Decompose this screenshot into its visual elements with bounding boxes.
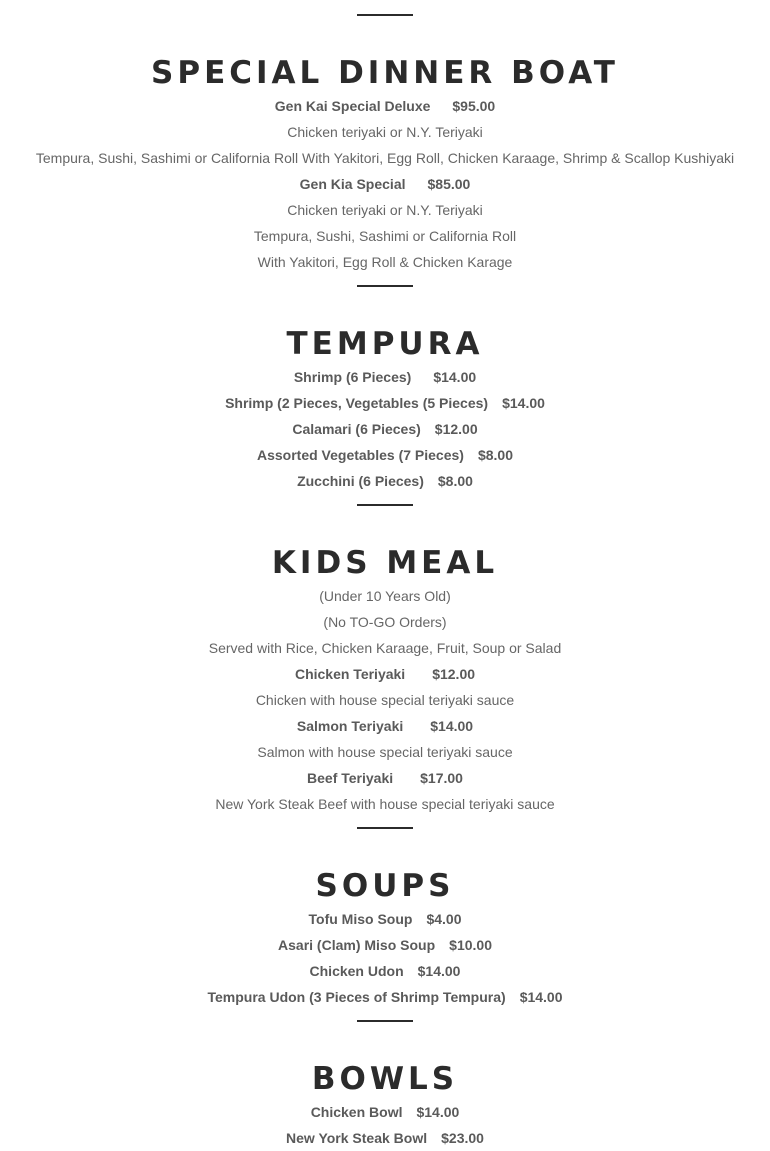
item-price: $14.00 [519,989,563,1005]
section-divider [357,14,413,16]
item-name: Beef Teriyaki [307,770,394,786]
menu-item [0,958,770,984]
item-description: Chicken teriyaki or N.Y. Teriyaki [287,202,483,218]
section-title: TEMPURA [286,326,484,362]
item-description: Tempura, Sushi, Sashimi or California Roll With Yakitori, Egg Roll, Chicken Karaage, Shrimp & Scallop Kushiyaki [35,150,735,166]
section-title: SPECIAL DINNER BOAT [151,55,619,91]
item-price: $85.00 [427,176,471,192]
menu-item [0,171,770,197]
section-soups [0,866,770,1010]
item-price: $14.00 [430,718,474,734]
item-name: New York Steak Bowl [286,1130,428,1146]
item-description: Chicken teriyaki or N.Y. Teriyaki [287,124,483,140]
menu-item [0,713,770,739]
item-name: Chicken Teriyaki [294,666,406,682]
item-name: Asari (Clam) Miso Soup [278,937,436,953]
section-note: (Under 10 Years Old) [319,588,451,604]
item-description: Tempura, Sushi, Sashimi or California Roll [253,228,517,244]
section-special-dinner-boat [0,53,770,275]
item-name: Gen Kia Special [299,176,406,192]
item-name: Assorted Vegetables (7 Pieces) [256,447,464,463]
item-price: $12.00 [432,666,476,682]
menu-item [0,93,770,119]
item-name: Calamari (6 Pieces) [292,421,421,437]
item-description: With Yakitori, Egg Roll & Chicken Karage [257,254,513,270]
item-price: $14.00 [433,369,477,385]
section-title: BOWLS [311,1061,459,1097]
item-price: $23.00 [441,1130,484,1146]
section-divider [357,1020,413,1022]
section-bowls [0,1059,770,1151]
item-description: Chicken with house special teriyaki sauce [255,692,515,708]
section-title: KIDS MEAL [271,545,499,581]
item-price: $12.00 [434,421,478,437]
menu-item [0,661,770,687]
section-note: (No TO-GO Orders) [323,614,447,630]
section-divider [357,504,413,506]
menu-item [0,1125,770,1151]
section-divider [357,827,413,829]
item-price: $10.00 [449,937,492,953]
section-divider [357,285,413,287]
item-price: $8.00 [437,473,473,489]
item-price: $95.00 [452,98,496,114]
item-name: Shrimp (2 Pieces, Vegetables (5 Pieces) [225,395,489,411]
item-price: $17.00 [420,770,463,786]
menu-item [0,468,770,494]
item-price: $4.00 [426,911,462,927]
item-name: Gen Kai Special Deluxe [274,98,431,114]
section-title: SOUPS [315,868,455,904]
menu-item [0,442,770,468]
menu-item [0,906,770,932]
item-price: $14.00 [417,963,461,979]
section-kids-meal [0,543,770,817]
item-price: $14.00 [416,1104,460,1120]
item-price: $14.00 [502,395,545,411]
section-note: Served with Rice, Chicken Karaage, Fruit, Soup or Salad [208,640,562,656]
menu-item [0,390,770,416]
menu-item [0,364,770,390]
item-price: $8.00 [477,447,514,463]
item-name: Zucchini (6 Pieces) [297,473,424,489]
section-tempura [0,324,770,494]
menu-item [0,416,770,442]
item-name: Chicken Udon [309,963,404,979]
item-name: Tofu Miso Soup [308,911,413,927]
menu-item [0,932,770,958]
item-name: Salmon Teriyaki [296,718,404,734]
menu-item [0,1099,770,1125]
item-description: Salmon with house special teriyaki sauce [257,744,513,760]
menu-item [0,984,770,1010]
item-description: New York Steak Beef with house special teriyaki sauce [215,796,555,812]
menu-item [0,765,770,791]
item-name: Shrimp (6 Pieces) [293,369,412,385]
item-name: Tempura Udon (3 Pieces of Shrimp Tempura) [207,989,506,1005]
item-name: Chicken Bowl [310,1104,403,1120]
